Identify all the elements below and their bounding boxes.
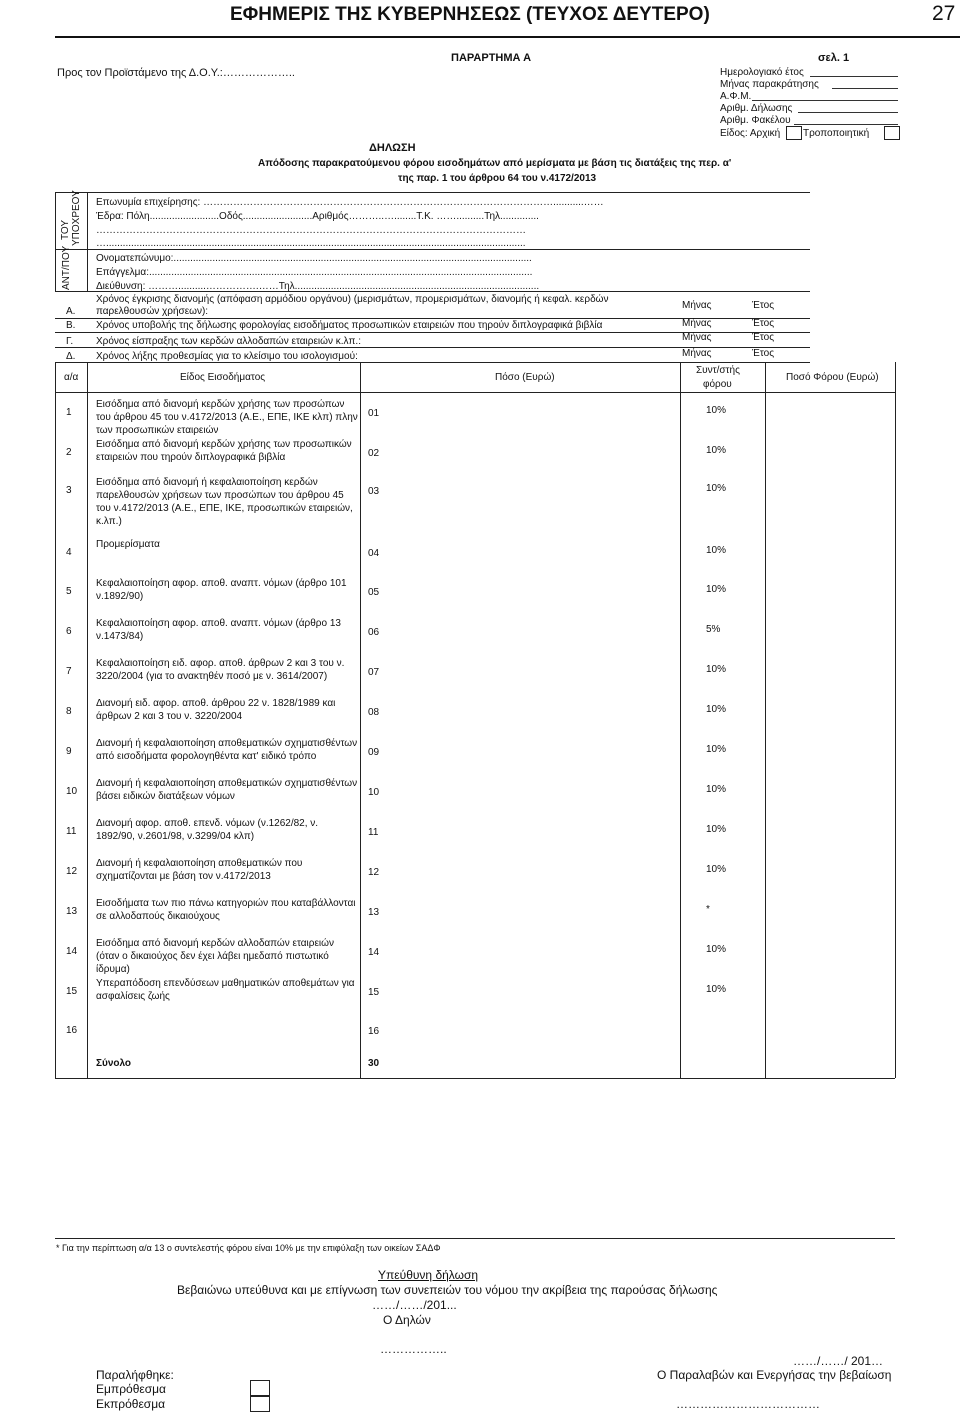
income-code: 02 xyxy=(368,448,380,459)
income-code: 05 xyxy=(368,587,380,598)
footnote: * Για την περίπτωση α/α 13 ο συντελεστής φόρου είναι 10% με την επιφύλαξη των οικείων ΣΑΔΦ xyxy=(56,1243,441,1253)
declarant-label: Ο Δηλών xyxy=(383,1313,431,1327)
tax-amount-cell[interactable] xyxy=(770,741,890,763)
income-code: 08 xyxy=(368,707,380,718)
income-type: Διανομή ειδ. αφορ. αποθ. άρθρου 22 ν. 1828/1989 και άρθρων 2 και 3 του ν. 3220/2004 xyxy=(96,698,336,722)
amount-cell[interactable] xyxy=(395,941,675,963)
tax-rate: 10% xyxy=(706,784,727,795)
receiver-signature[interactable]: ……………………………… xyxy=(676,1397,820,1411)
row-number: 11 xyxy=(66,826,77,837)
time-d-month[interactable]: Μήνας xyxy=(682,348,712,359)
file-number-label: Αριθμ. Φακέλου xyxy=(720,115,791,126)
header-amount: Πόσο (Ευρώ) xyxy=(495,372,555,383)
income-code: 10 xyxy=(368,787,380,798)
tax-rate: 10% xyxy=(706,584,727,595)
amending-label: Τροποποιητική xyxy=(803,128,870,139)
responsible-text: Βεβαιώνω υπεύθυνα και με επίγνωση των συνεπειών του νόμου την ακρίβεια της παρούσας δήλωσης xyxy=(177,1283,718,1297)
time-letter-a: Α. xyxy=(66,306,76,317)
amount-cell[interactable] xyxy=(395,781,675,803)
row-number: 13 xyxy=(66,906,78,917)
tax-rate: 10% xyxy=(706,445,727,456)
income-type: Διανομή αφορ. αποθ. επενδ. νόμων (ν.1262/82, ν. 1892/90, ν.2601/98, ν.3299/04 κλπ) xyxy=(96,818,319,842)
tax-amount-cell[interactable] xyxy=(770,581,890,603)
amount-cell[interactable] xyxy=(395,661,675,683)
amount-cell[interactable] xyxy=(395,741,675,763)
responsible-date[interactable]: ……/……/201... xyxy=(372,1298,457,1312)
calendar-year-label: Ημερολογιακό έτος xyxy=(720,67,804,78)
declaration-subtitle: Απόδοσης παρακρατούμενου φόρου εισοδημάτων από μερίσματα με βάση τις διατάξεις της περ. α' xyxy=(258,158,732,169)
amount-cell[interactable] xyxy=(395,621,675,643)
type-label: Είδος: Αρχική xyxy=(720,128,781,139)
income-code: 03 xyxy=(368,486,380,497)
income-code: 06 xyxy=(368,627,380,638)
label-representative: ΑΝΤ/ΠΟΥ xyxy=(61,245,72,290)
tax-amount-cell[interactable] xyxy=(770,542,890,564)
header-rule xyxy=(55,36,960,38)
rep-name[interactable]: Ονοματεπώνυμο:................................................................................................................................. xyxy=(96,253,532,264)
row-number: 8 xyxy=(66,706,72,717)
amount-cell[interactable] xyxy=(395,901,675,923)
amount-cell[interactable] xyxy=(395,821,675,843)
time-divider-d xyxy=(55,362,810,363)
receipt-date[interactable]: ……/……/ 201… xyxy=(793,1354,884,1368)
time-letter-b: Β. xyxy=(66,320,76,331)
time-c-line1: Χρόνος είσπραξης των κερδών αλλοδαπών εταιρειών κ.λπ.: xyxy=(96,336,361,347)
income-type: Εισόδημα από διανομή ή κεφαλαιοποίηση κερδών παρελθουσών χρήσεων των προσώπων του άρθρου 45 του ν.4172/2013 (Α.Ε., ΕΠΕ, ΙΚΕ, προσωπικών εταιρειών, κ.λπ.) xyxy=(96,477,353,527)
amount-cell[interactable] xyxy=(395,542,675,564)
tax-rate: 10% xyxy=(706,545,727,556)
late-label: Εκπρόθεσμα xyxy=(96,1397,166,1411)
tax-rate: * xyxy=(706,904,710,915)
header-coefficient: Συντ/στής xyxy=(696,365,740,376)
tax-rate: 10% xyxy=(706,864,727,875)
income-type: Υπεραπόδοση επενδύσεων μαθηματικών αποθεμάτων για ασφαλίσεις ζωής xyxy=(96,978,355,1002)
amount-cell[interactable] xyxy=(395,1020,675,1042)
time-a-month[interactable]: Μήνας xyxy=(682,300,712,311)
company-extra-line[interactable]: ………………………………………………………………………………………………………………… xyxy=(96,225,526,236)
time-c-year[interactable]: Έτος xyxy=(752,332,775,343)
afm-label: Α.Φ.Μ. xyxy=(720,91,752,102)
annex-title: ΠΑΡΑΡΤΗΜΑ Α xyxy=(451,52,532,64)
page-number: 27 xyxy=(932,2,956,25)
tax-rate: 10% xyxy=(706,944,727,955)
amount-cell[interactable] xyxy=(395,701,675,723)
row-number: 15 xyxy=(66,986,78,997)
tax-rate: 10% xyxy=(706,405,727,416)
row-number: 12 xyxy=(66,866,78,877)
income-type: Εισόδημα από διανομή κερδών αλλοδαπών εταιρειών (όταν ο δικαιούχος δεν έχει λάβει ημεδαπό πιστωτικό ίδρυμα) xyxy=(96,938,334,975)
row-number: 10 xyxy=(66,786,78,797)
tax-amount-cell[interactable] xyxy=(770,621,890,643)
table-left xyxy=(55,362,56,1078)
header-coefficient-2: φόρου xyxy=(703,379,732,390)
row-number: 1 xyxy=(66,407,72,418)
row-number: 16 xyxy=(66,1025,78,1036)
income-type: Διανομή ή κεφαλαιοποίηση αποθεματικών σχηματισθέντων από εισοδήματα φορολογηθέντα κατ' ειδικό τρόπο xyxy=(96,738,358,762)
amount-cell[interactable] xyxy=(395,581,675,603)
table-col-type xyxy=(360,362,361,1078)
footnote-rule xyxy=(55,1238,895,1239)
income-code: 04 xyxy=(368,548,380,559)
declaration-title: ΔΗΛΩΣΗ xyxy=(369,142,416,154)
income-code: 11 xyxy=(368,827,379,838)
tax-rate: 10% xyxy=(706,664,727,675)
tax-amount-cell[interactable] xyxy=(770,861,890,883)
income-type: Διανομή ή κεφαλαιοποίηση αποθεματικών σχηματισθέντων βάσει ειδικών διατάξεων νόμων xyxy=(96,778,358,802)
received-label: Παραλήφθηκε: xyxy=(96,1368,174,1382)
time-letter-c: Γ. xyxy=(66,336,74,347)
on-time-label: Εμπρόθεσμα xyxy=(96,1382,166,1396)
tax-amount-cell[interactable] xyxy=(770,661,890,683)
tax-amount-cell[interactable] xyxy=(770,781,890,803)
tax-amount-cell[interactable] xyxy=(770,402,890,424)
month-field[interactable] xyxy=(832,88,898,89)
row-number: 2 xyxy=(66,447,72,458)
tax-amount-cell[interactable] xyxy=(770,442,890,464)
row-number: 4 xyxy=(66,547,72,558)
time-a-line2: παρελθουσών χρήσεων): xyxy=(96,306,209,317)
rep-address[interactable]: Διεύθυνση: ………..........…………….……Τηλ........................................................................................ xyxy=(96,281,540,292)
income-code: 16 xyxy=(368,1026,380,1037)
income-type: Εισόδημα από διανομή κερδών χρήσης των προσωπικών εταιρειών που τηρούν διπλογραφικά βιβλία xyxy=(96,439,352,463)
on-time-checkbox[interactable] xyxy=(250,1380,270,1396)
afm-field[interactable] xyxy=(752,100,898,101)
responsible-title: Υπεύθυνη δήλωση xyxy=(378,1268,479,1282)
tax-amount-cell[interactable] xyxy=(770,901,890,923)
header-tax-amount: Ποσό Φόρου (Ευρώ) xyxy=(786,372,879,383)
initial-checkbox[interactable] xyxy=(786,126,802,140)
row-number: 5 xyxy=(66,586,72,597)
declaration-subtitle-line2: της παρ. 1 του άρθρου 64 του ν.4172/2013 xyxy=(398,173,597,184)
tax-rate: 5% xyxy=(706,624,721,635)
declaration-number-field[interactable] xyxy=(798,112,898,113)
frame-left xyxy=(55,192,56,291)
income-type: Κεφαλαιοποίηση αφορ. αποθ. αναπτ. νόμων (άρθρο 101 ν.1892/90) xyxy=(96,578,347,602)
tax-rate: 10% xyxy=(706,483,727,494)
total-label: Σύνολο xyxy=(96,1058,132,1069)
time-letter-d: Δ. xyxy=(66,351,76,362)
label-of: ΤΟΥ xyxy=(60,219,71,240)
income-code: 01 xyxy=(368,408,380,419)
tax-amount-cell[interactable] xyxy=(770,981,890,1003)
table-col-aa xyxy=(87,362,88,1078)
gazette-title: ΕΦΗΜΕΡΙΣ ΤΗΣ ΚΥΒΕΡΝΗΣΕΩΣ (ΤΕΥΧΟΣ ΔΕΥΤΕΡΟ) xyxy=(230,4,710,25)
tax-amount-cell[interactable] xyxy=(770,941,890,963)
table-header-rule xyxy=(55,392,895,393)
time-b-month[interactable]: Μήνας xyxy=(682,318,712,329)
addressee: Προς τον Προϊστάμενο της Δ.Ο.Υ.:……………….. xyxy=(57,67,295,79)
time-d-line1: Χρόνος λήξης προθεσμίας για το κλείσιμο του ισολογισμού: xyxy=(96,351,358,362)
header-aa: α/α xyxy=(64,372,79,383)
header-income-type: Είδος Εισοδήματος xyxy=(180,372,266,383)
rep-profession[interactable]: Επάγγελμα:.......................................................................................................................................... xyxy=(96,267,533,278)
row-number: 9 xyxy=(66,746,72,757)
receiver-label: Ο Παραλαβών και Ενεργήσας την βεβαίωση xyxy=(657,1368,892,1382)
label-withholder: ΥΠΟΧΡΕΟΥ xyxy=(71,190,82,246)
income-type: Κεφαλαιοποίηση αφορ. αποθ. αναπτ. νόμων (άρθρο 13 ν.1473/84) xyxy=(96,618,341,642)
tax-rate: 10% xyxy=(706,704,727,715)
late-checkbox[interactable] xyxy=(250,1396,270,1412)
frame-divider xyxy=(55,249,810,250)
time-b-line1: Χρόνος υποβολής της δήλωσης φορολογίας εισοδήματος προσωπικών εταιρειών που τηρούν διπλογραφικά βιβλία xyxy=(96,320,603,331)
frame-top xyxy=(55,192,810,193)
amount-cell[interactable] xyxy=(395,442,675,464)
tax-amount-cell[interactable] xyxy=(770,821,890,843)
tax-amount-cell[interactable] xyxy=(770,701,890,723)
income-type: Προμερίσματα xyxy=(96,539,160,550)
table-col-coef xyxy=(765,362,766,1078)
time-c-month[interactable]: Μήνας xyxy=(682,332,712,343)
row-number: 6 xyxy=(66,626,72,637)
declarant-signature[interactable]: …………….. xyxy=(380,1342,447,1356)
table-right xyxy=(895,362,896,1078)
file-number-field[interactable] xyxy=(794,124,898,125)
income-code: 07 xyxy=(368,667,380,678)
income-code: 13 xyxy=(368,907,380,918)
tax-rate: 10% xyxy=(706,984,727,995)
amount-cell[interactable] xyxy=(395,402,675,424)
income-code: 14 xyxy=(368,947,380,958)
sheet-number: σελ. 1 xyxy=(818,52,850,64)
row-number: 7 xyxy=(66,666,72,677)
amount-cell[interactable] xyxy=(395,861,675,883)
amount-cell[interactable] xyxy=(395,480,675,502)
tax-rate: 10% xyxy=(706,744,727,755)
table-bottom-rule xyxy=(55,1078,895,1079)
company-name[interactable]: Επωνυμία επιχείρησης: ……………………………………………………………………………………………...........…… xyxy=(96,197,604,208)
amending-checkbox[interactable] xyxy=(884,126,900,140)
row-number: 3 xyxy=(66,485,72,496)
time-d-year[interactable]: Έτος xyxy=(752,348,775,359)
income-type: Εισόδημα από διανομή κερδών χρήσης των προσώπων του άρθρου 45 του ν.4172/2013 (Α.Ε., ΕΠΕ, ΙΚΕ κλπ) πλην των προσωπικών εταιρειών xyxy=(96,399,358,436)
frame-inner xyxy=(87,192,88,291)
row-number: 14 xyxy=(66,946,78,957)
company-seat[interactable]: Έδρα: Πόλη.........................Οδός.........................Αριθμός………..…........Τ.Κ. ……..........Τηλ.............. xyxy=(96,211,539,222)
table-col-amount xyxy=(680,362,681,1078)
income-code: 15 xyxy=(368,987,380,998)
time-a-year[interactable]: Έτος xyxy=(752,300,775,311)
income-type: Κεφαλαιοποίηση ειδ. αφορ. αποθ. άρθρων 2 και 3 του ν. 3220/2004 (για το ανακτηθέν ποσό με ν. 3614/2007) xyxy=(96,658,345,682)
income-code: 09 xyxy=(368,747,380,758)
income-code: 12 xyxy=(368,867,380,878)
calendar-year-field[interactable] xyxy=(810,76,898,77)
time-b-year[interactable]: Έτος xyxy=(752,318,775,329)
declaration-number-label: Αριθμ. Δήλωσης xyxy=(720,103,793,114)
company-extra-line-2[interactable]: …....................................................................................................................................................... xyxy=(96,238,526,249)
total-code: 30 xyxy=(368,1058,380,1069)
amount-cell[interactable] xyxy=(395,981,675,1003)
income-type: Εισοδήματα των πιο πάνω κατηγοριών που καταβάλλονται σε αλλοδαπούς δικαιούχους xyxy=(96,898,356,922)
tax-amount-cell[interactable] xyxy=(770,480,890,502)
time-a-line1: Χρόνος έγκρισης διανομής (απόφαση αρμόδιου οργάνου) (μερισμάτων, προμερισμάτων, διανομής ή κεφαλ. κερδών xyxy=(96,294,609,305)
tax-amount-cell[interactable] xyxy=(770,1020,890,1042)
tax-rate: 10% xyxy=(706,824,727,835)
month-label: Μήνας παρακράτησης xyxy=(720,79,819,90)
income-type: Διανομή ή κεφαλαιοποίηση αποθεματικών που σχηματίζονται με βάση τον ν.4172/2013 xyxy=(96,858,303,882)
